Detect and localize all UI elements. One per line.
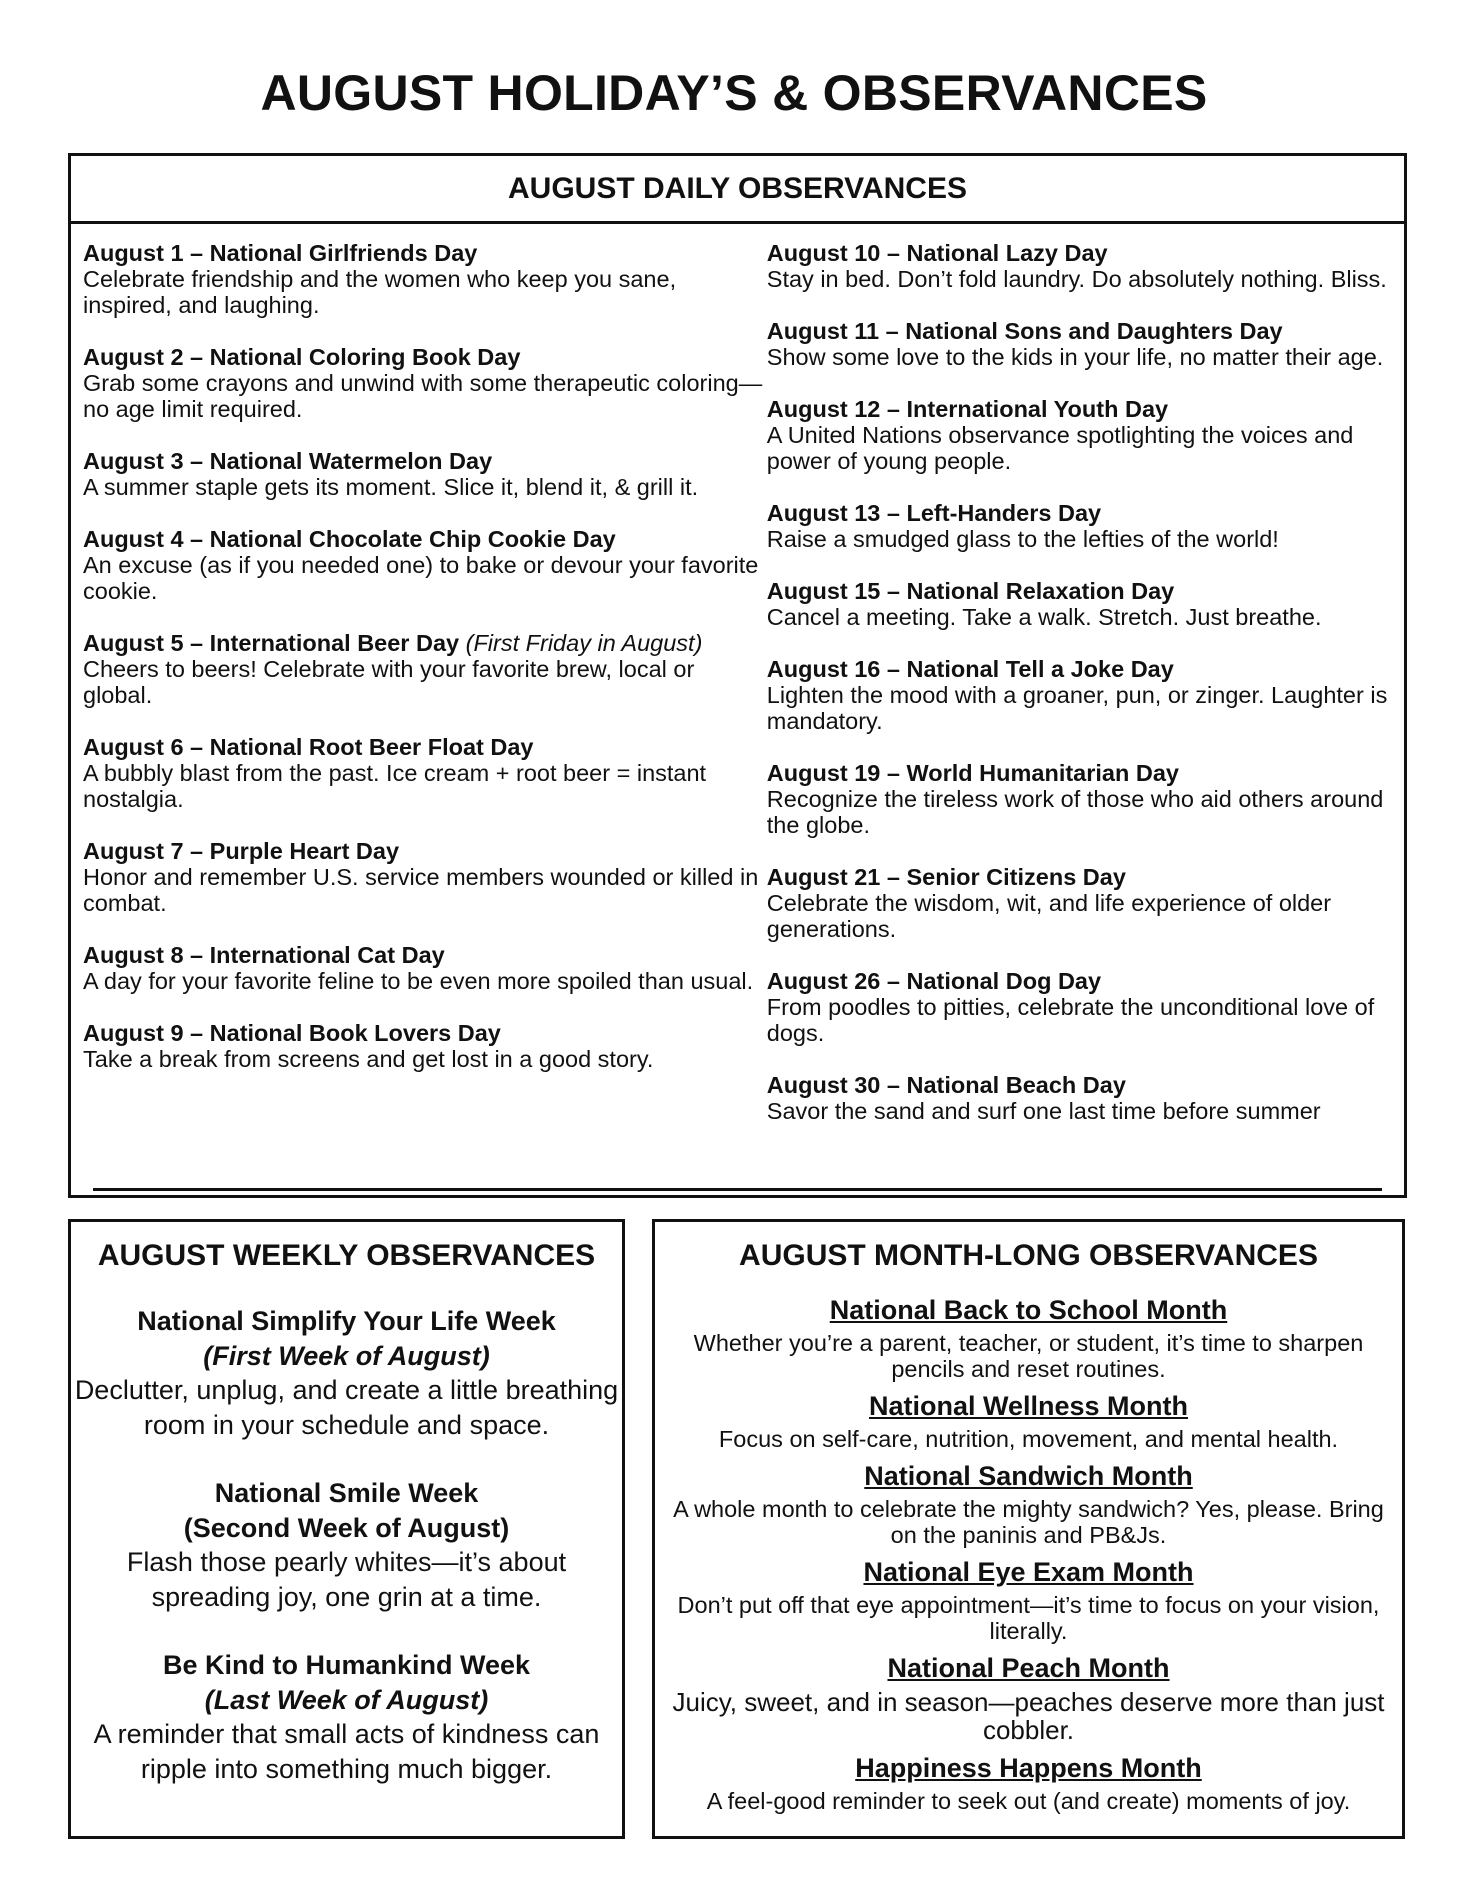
month-name: National Eye Exam Month — [863, 1557, 1194, 1587]
month-name: National Peach Month — [887, 1653, 1170, 1683]
entry-description: Cancel a meeting. Take a walk. Stretch. Just breathe. — [766, 604, 1322, 630]
month-description: A feel-good reminder to seek out (and create) moments of joy. — [706, 1788, 1351, 1814]
week-timing: (Second Week of August) — [183, 1512, 510, 1543]
entry-description: Grab some crayons and unwind with some therapeutic coloring—no age limit required. — [83, 370, 763, 422]
entry-description: A United Nations observance spotlighting the voices and power of young people. — [766, 422, 1354, 474]
daily-left-column — [83, 240, 767, 1150]
daily-entry — [767, 578, 1392, 630]
monthly-item — [665, 1556, 1392, 1644]
entry-description: Lighten the mood with a groaner, pun, or zinger. Laughter is mandatory. — [766, 682, 1388, 734]
entry-title: August 26 – National Dog Day — [766, 968, 1102, 994]
month-description: Juicy, sweet, and in season—peaches deserve more than just cobbler. — [672, 1687, 1385, 1745]
entry-title: August 21 – Senior Citizens Day — [766, 864, 1126, 890]
entry-title: August 4 – National Chocolate Chip Cookie Day — [83, 526, 616, 552]
entry-title: August 30 – National Beach Day — [766, 1072, 1126, 1098]
daily-entry — [83, 1020, 767, 1072]
entry-description: A day for your favorite feline to be even more spoiled than usual. — [83, 968, 754, 994]
entry-description: A summer staple gets its moment. Slice it, blend it, & grill it. — [83, 474, 699, 500]
week-name: National Smile Week — [214, 1478, 479, 1508]
week-name: Be Kind to Humankind Week — [162, 1650, 531, 1680]
daily-entry — [83, 838, 767, 916]
daily-entry — [767, 500, 1392, 552]
week-timing: (Last Week of August) — [204, 1684, 489, 1715]
month-description: Focus on self-care, nutrition, movement, and mental health. — [718, 1426, 1339, 1452]
daily-entry — [83, 448, 767, 500]
daily-observances-section — [68, 153, 1407, 1198]
daily-entry — [767, 968, 1392, 1046]
entry-description: Celebrate friendship and the women who keep you sane, inspired, and laughing. — [83, 266, 677, 318]
daily-right-column — [767, 240, 1392, 1150]
weekly-observances-section — [68, 1219, 625, 1839]
entry-description: An excuse (as if you needed one) to bake or devour your favorite cookie. — [83, 552, 759, 604]
monthly-item — [665, 1294, 1392, 1382]
entry-description: A bubbly blast from the past. Ice cream + root beer = instant nostalgia. — [83, 760, 707, 812]
weekly-item — [71, 1648, 622, 1786]
daily-entry — [83, 344, 767, 422]
entry-description: Take a break from screens and get lost in a good story. — [83, 1046, 654, 1072]
week-name: National Simplify Your Life Week — [137, 1306, 556, 1336]
entry-description: Savor the sand and surf one last time before summer — [766, 1098, 1321, 1124]
daily-entry — [83, 630, 767, 708]
entry-description: Honor and remember U.S. service members wounded or killed in combat. — [83, 864, 759, 916]
daily-entry — [767, 656, 1392, 734]
month-name: Happiness Happens Month — [855, 1753, 1202, 1783]
daily-entry — [767, 396, 1392, 474]
month-description: Don’t put off that eye appointment—it’s time to focus on your vision, literally. — [677, 1592, 1380, 1644]
entry-title: August 3 – National Watermelon Day — [83, 448, 493, 474]
daily-entry — [767, 318, 1392, 370]
entry-description: Stay in bed. Don’t fold laundry. Do absolutely nothing. Bliss. — [766, 266, 1387, 292]
entry-note: (First Friday in August) — [465, 630, 703, 656]
entry-description: Show some love to the kids in your life, no matter their age. — [766, 344, 1384, 370]
entry-title: August 8 – International Cat Day — [83, 942, 445, 968]
monthly-item — [665, 1390, 1392, 1452]
daily-entry — [83, 526, 767, 604]
month-name: National Back to School Month — [829, 1295, 1228, 1325]
entry-description: Recognize the tireless work of those who aid others around the globe. — [766, 786, 1384, 838]
entry-title: August 12 – International Youth Day — [766, 396, 1169, 422]
week-description: Declutter, unplug, and create a little breathing room in your schedule and space. — [74, 1375, 619, 1440]
week-description: A reminder that small acts of kindness can ripple into something much bigger. — [93, 1719, 600, 1784]
week-timing: (First Week of August) — [203, 1340, 490, 1371]
entry-title: August 15 – National Relaxation Day — [766, 578, 1175, 604]
entry-title: August 11 – National Sons and Daughters Day — [766, 318, 1283, 344]
entry-title: August 13 – Left-Handers Day — [766, 500, 1102, 526]
entry-title: August 6 – National Root Beer Float Day — [83, 734, 534, 760]
daily-entry — [83, 240, 767, 318]
weekly-item — [71, 1476, 622, 1614]
monthly-item — [665, 1460, 1392, 1548]
entry-title: August 19 – World Humanitarian Day — [766, 760, 1179, 786]
entry-title: August 10 – National Lazy Day — [766, 240, 1108, 266]
daily-entry — [767, 1072, 1392, 1124]
daily-observances-heading: AUGUST DAILY OBSERVANCES — [71, 156, 1404, 224]
entry-title: August 1 – National Girlfriends Day — [83, 240, 478, 266]
daily-entry — [767, 864, 1392, 942]
entry-title: August 2 – National Coloring Book Day — [83, 344, 521, 370]
entry-title: August 5 – International Beer Day — [83, 630, 460, 656]
monthly-observances-section — [652, 1219, 1405, 1839]
entry-title: August 9 – National Book Lovers Day — [83, 1020, 501, 1046]
entry-description: From poodles to pitties, celebrate the unconditional love of dogs. — [766, 994, 1375, 1046]
entry-title: August 7 – Purple Heart Day — [83, 838, 400, 864]
month-description: Whether you’re a parent, teacher, or student, it’s time to sharpen pencils and reset routines. — [693, 1330, 1364, 1382]
daily-entry — [83, 734, 767, 812]
entry-title: August 16 – National Tell a Joke Day — [766, 656, 1174, 682]
month-name: National Wellness Month — [868, 1391, 1189, 1421]
monthly-observances-heading: AUGUST MONTH-LONG OBSERVANCES — [739, 1239, 1318, 1272]
daily-entry — [767, 760, 1392, 838]
entry-description: Cheers to beers! Celebrate with your favorite brew, local or global. — [83, 656, 695, 708]
daily-entry — [767, 240, 1392, 292]
entry-description: Celebrate the wisdom, wit, and life experience of older generations. — [766, 890, 1332, 942]
month-name: National Sandwich Month — [864, 1461, 1193, 1491]
monthly-item — [665, 1652, 1392, 1744]
month-description: A whole month to celebrate the mighty sandwich? Yes, please. Bring on the paninis and PB&Js. — [673, 1496, 1384, 1548]
page-title: AUGUST HOLIDAY’S & OBSERVANCES — [260, 65, 1208, 121]
entry-description: Raise a smudged glass to the lefties of the world! — [766, 526, 1279, 552]
monthly-item — [665, 1752, 1392, 1814]
daily-entry — [83, 942, 767, 994]
weekly-item — [71, 1304, 622, 1442]
daily-bottom-divider — [93, 1188, 1382, 1191]
weekly-observances-heading: AUGUST WEEKLY OBSERVANCES — [97, 1239, 596, 1272]
week-description: Flash those pearly whites—it’s about spreading joy, one grin at a time. — [126, 1547, 567, 1612]
